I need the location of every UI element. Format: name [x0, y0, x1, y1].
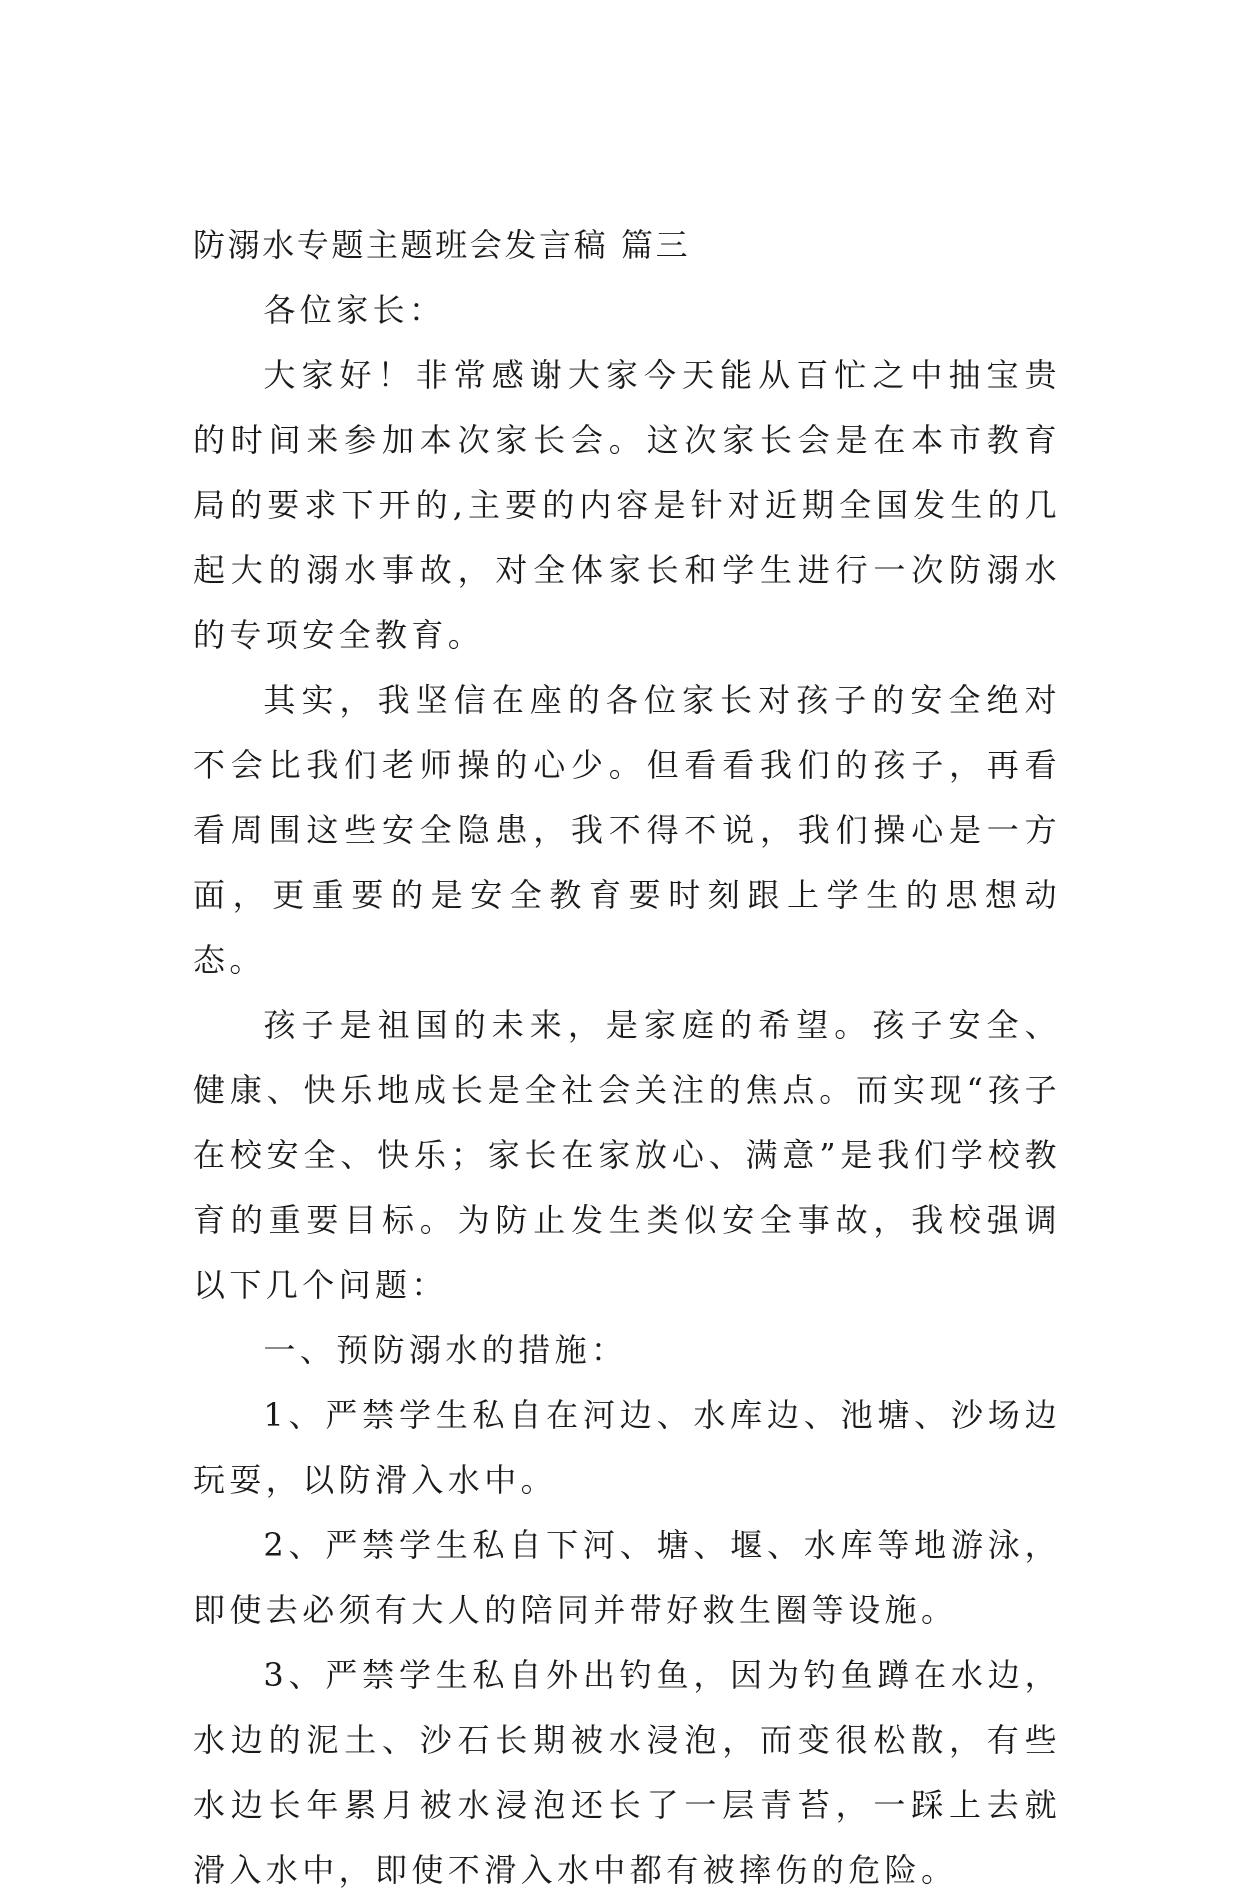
- section-heading-measures: 一、预防溺水的措施：: [263, 1331, 628, 1369]
- document-body: [193, 218, 1061, 1903]
- paragraph-opening: 大家好！非常感谢大家今天能从百忙之中抽宝贵的时间来参加本次家长会。这次家长会是在本市教育局的要求下开的,主要的内容是针对近期全国发生的几起大的溺水事故，对全体家长和学生进行一次防溺水的专项安全教育。: [193, 356, 1061, 654]
- greeting-paragraph: 各位家长：: [263, 291, 446, 329]
- measure-item-3: 3、严禁学生私自外出钓鱼，因为钓鱼蹲在水边，水边的泥土、沙石长期被水浸泡，而变很松散，有些水边长年累月被水浸泡还长了一层青苔，一踩上去就滑入水中，即使不滑入水中都有被摔伤的危险。: [193, 1656, 1061, 1889]
- paragraph-goals: 孩子是祖国的未来，是家庭的希望。孩子安全、健康、快乐地成长是全社会关注的焦点。而实现“孩子在校安全、快乐；家长在家放心、满意”是我们学校教育的重要目标。为防止发生类似安全事故，我校强调以下几个问题：: [193, 1006, 1061, 1304]
- measure-item-2: 2、严禁学生私自下河、塘、堰、水库等地游泳，即使去必须有大人的陪同并带好救生圈等设施。: [193, 1526, 1061, 1629]
- paragraph-parents-concern: 其实，我坚信在座的各位家长对孩子的安全绝对不会比我们老师操的心少。但看看我们的孩子，再看看周围这些安全隐患，我不得不说，我们操心是一方面，更重要的是安全教育要时刻跟上学生的思想动态。: [193, 681, 1061, 979]
- document-title: 防溺水专题主题班会发言稿 篇三: [193, 226, 691, 264]
- measure-item-1: 1、严禁学生私自在河边、水库边、池塘、沙场边玩耍，以防滑入水中。: [193, 1396, 1061, 1499]
